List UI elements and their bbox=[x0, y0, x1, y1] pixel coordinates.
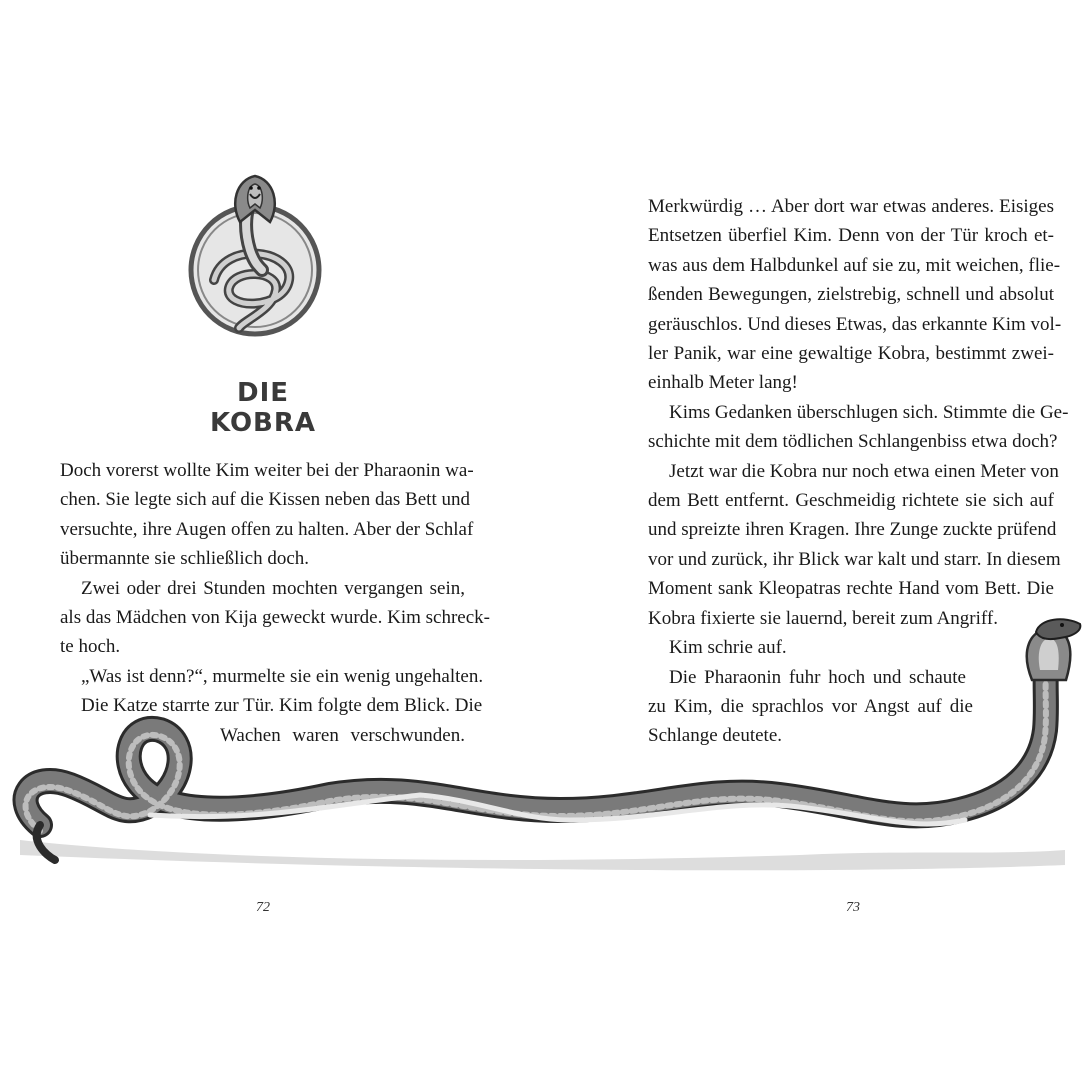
text-line: „Was ist denn?“, murmelte sie ein wenig ungehalten. bbox=[81, 665, 484, 687]
text-line: als das Mädchen von Kija geweckt wurde. Kim schreck- bbox=[60, 607, 490, 629]
text-line: Die Katze starrte zur Tür. Kim folgte dem Blick. Die bbox=[81, 695, 483, 717]
text-line: Kims Gedanken überschlugen sich. Stimmte die Ge- bbox=[669, 401, 1069, 423]
text-line: schichte mit dem tödlichen Schlangenbiss etwa doch? bbox=[648, 431, 1058, 453]
text-line: Wachen waren verschwunden. bbox=[220, 724, 465, 746]
text-line: Doch vorerst wollte Kim weiter bei der Pharaonin wa- bbox=[60, 460, 474, 481]
text-line: geräuschlos. Und dieses Etwas, das erkannte Kim vol- bbox=[648, 313, 1062, 335]
text-line: vor und zurück, ihr Blick war kalt und starr. In diesem bbox=[648, 548, 1061, 570]
page-number: 72 bbox=[256, 900, 270, 915]
text-line: einhalb Meter lang! bbox=[648, 372, 798, 394]
text-line: Kim schrie auf. bbox=[669, 637, 787, 659]
text-line: Jetzt war die Kobra nur noch etwa einen Meter von bbox=[669, 460, 1059, 482]
cobra-medallion-icon bbox=[184, 170, 326, 338]
chapter-title: DIE KOBRA bbox=[209, 378, 317, 438]
right-page bbox=[544, 0, 1088, 1088]
text-line: Kobra fixierte sie lauernd, bereit zum Angriff. bbox=[648, 607, 998, 629]
text-line: Die Pharaonin fuhr hoch und schaute bbox=[669, 666, 966, 688]
text-line: Moment sank Kleopatras rechte Hand vom Bett. Die bbox=[648, 578, 1054, 600]
long-cobra-snake-icon bbox=[0, 610, 1088, 880]
text-line: Entsetzen überfiel Kim. Denn von der Tür kroch et- bbox=[648, 225, 1054, 247]
text-line: dem Bett entfernt. Geschmeidig richtete sie sich auf bbox=[648, 490, 1054, 512]
text-line: chen. Sie legte sich auf die Kissen neben das Bett und bbox=[60, 489, 470, 511]
text-line: Zwei oder drei Stunden mochten vergangen sein, bbox=[81, 577, 465, 599]
text-line: Merkwürdig … Aber dort war etwas anderes. Eisiges bbox=[648, 196, 1054, 217]
text-line: zu Kim, die sprachlos vor Angst auf die bbox=[648, 695, 973, 717]
text-line: Schlange deutete. bbox=[648, 725, 783, 747]
page-number: 73 bbox=[846, 900, 860, 915]
text-line: te hoch. bbox=[60, 636, 121, 658]
text-line: versuchte, ihre Augen offen zu halten. Aber der Schlaf bbox=[60, 518, 474, 540]
text-line: übermannte sie schließlich doch. bbox=[60, 548, 310, 570]
text-line: ßenden Bewegungen, zielstrebig, schnell und absolut bbox=[648, 284, 1054, 306]
text-line: und spreizte ihren Kragen. Ihre Zunge zuckte prüfend bbox=[648, 519, 1057, 541]
text-line: was aus dem Halbdunkel auf sie zu, mit weichen, flie- bbox=[648, 254, 1061, 276]
text-line: ler Panik, war eine gewaltige Kobra, bestimmt zwei- bbox=[648, 343, 1054, 365]
